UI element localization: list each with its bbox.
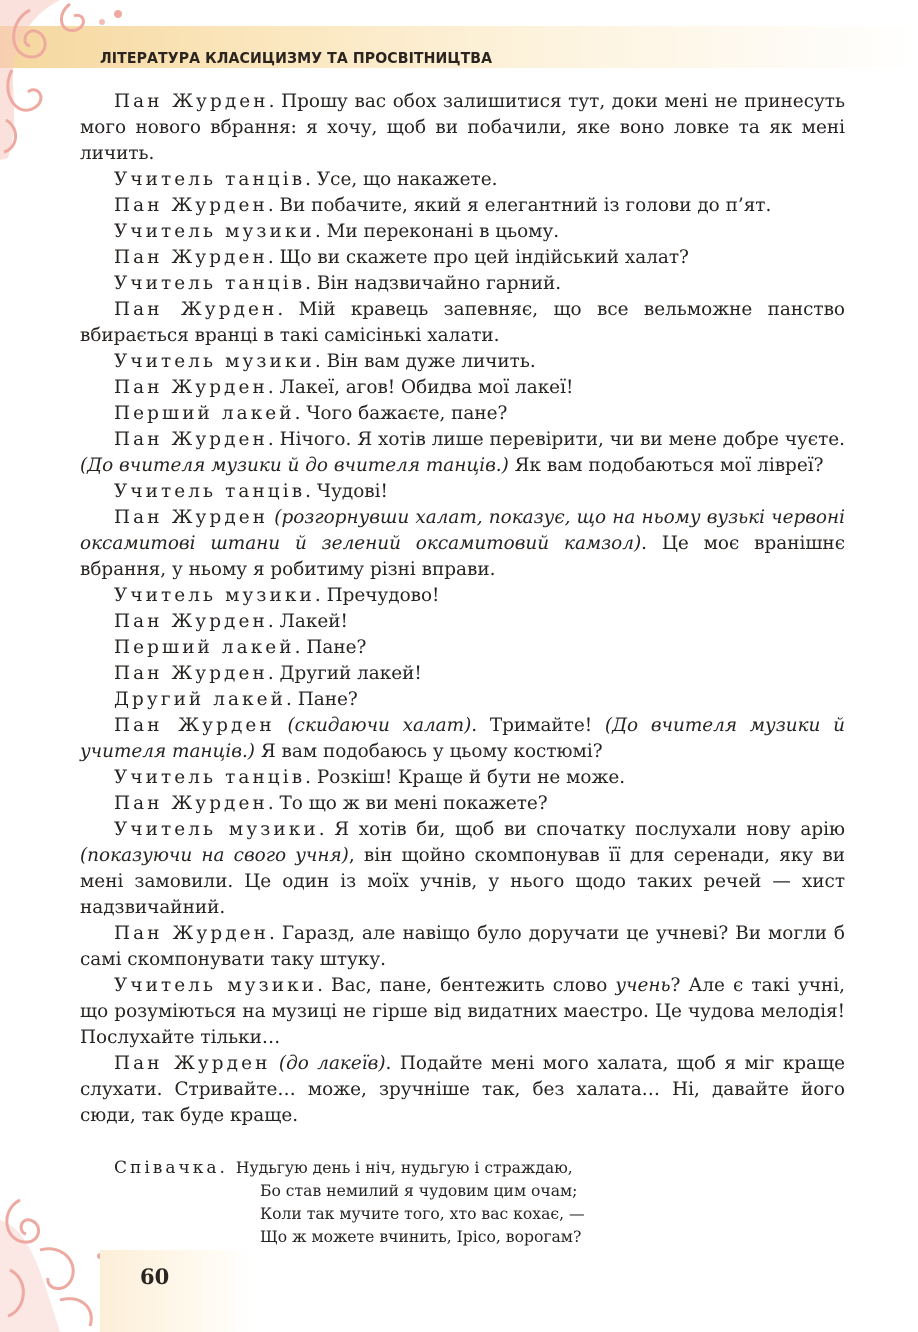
dialogue-paragraph bbox=[80, 297, 845, 349]
speaker-name: Пан Журден bbox=[114, 247, 268, 268]
speaker-name: Другий лакей bbox=[114, 689, 287, 710]
song-line: Що ж можете вчинить, Ірісо, ворогам? bbox=[260, 1228, 582, 1246]
line-text: . Другий лакей! bbox=[267, 663, 422, 684]
dialogue-paragraph bbox=[80, 193, 845, 219]
speaker-name: Пан Журден bbox=[114, 91, 269, 112]
line-text: . Ми переконані в цьому. bbox=[314, 221, 560, 242]
line-text: , він щойно скомпонував її для серенади, яку ви мені замовили. Це один із моїх учнів, у нього щодо таких речей — хист надзвичайний. bbox=[80, 845, 845, 918]
speaker-name: Пан Журден bbox=[114, 611, 268, 632]
speaker-name: Пан Журден bbox=[114, 377, 268, 398]
dialogue-paragraph bbox=[80, 1051, 845, 1129]
speaker-name: Учитель танців bbox=[114, 481, 306, 502]
line-text: . Тримайте! bbox=[471, 715, 605, 736]
speaker-name: Учитель танців bbox=[114, 169, 306, 190]
speaker-name: Учитель танців bbox=[114, 273, 306, 294]
dialogue-paragraph bbox=[80, 505, 845, 583]
page-number: 60 bbox=[140, 1264, 170, 1289]
line-text: . Гаразд, але навіщо було доручати це учневі? Ви могли б самі скомпонувати таку штуку. bbox=[80, 923, 845, 970]
dialogue-paragraph bbox=[80, 167, 845, 193]
line-text: . Пане? bbox=[286, 689, 358, 710]
stage-direction: (скидаючи халат) bbox=[274, 715, 472, 736]
song-line: Бо став немилий я чудовим цим очам; bbox=[260, 1182, 578, 1200]
line-text: . Лакей! bbox=[267, 611, 348, 632]
dialogue-text bbox=[80, 89, 845, 1129]
speaker-name: Пан Журден bbox=[114, 507, 269, 528]
dialogue-paragraph bbox=[80, 427, 845, 479]
dialogue-paragraph bbox=[80, 245, 845, 271]
line-text: . Усе, що накажете. bbox=[305, 169, 498, 190]
dialogue-paragraph bbox=[80, 219, 845, 245]
speaker-name: Перший лакей bbox=[114, 637, 295, 658]
line-text: . Пане? bbox=[294, 637, 367, 658]
dialogue-paragraph bbox=[80, 609, 845, 635]
dialogue-paragraph bbox=[80, 271, 845, 297]
speaker-name: Учитель музики bbox=[114, 221, 315, 242]
line-text: Я вам подобаюсь у цьому костюмі? bbox=[254, 741, 603, 762]
line-text: Як вам подобаються мої лівреї? bbox=[508, 455, 824, 476]
line-text: ? Але є такі учні, що розуміються на музиці не гірше від видатних маестро. Це чудова мелодія! Послухайте тільки… bbox=[80, 975, 845, 1048]
line-text: . То що ж ви мені покажете? bbox=[267, 793, 548, 814]
line-text: . Лакеї, агов! Обидва мої лакеї! bbox=[267, 377, 574, 398]
dialogue-paragraph bbox=[80, 635, 845, 661]
stage-direction: (До вчителя музики й учителя танців.) bbox=[80, 715, 845, 762]
line-text: . Розкіш! Краще й бути не може. bbox=[305, 767, 626, 788]
stage-direction: учень bbox=[615, 975, 671, 996]
line-text: . Ви побачите, який я елегантний із голови до п’ят. bbox=[267, 195, 772, 216]
dialogue-paragraph bbox=[80, 479, 845, 505]
song-block bbox=[114, 1157, 585, 1249]
song-line: Нудьгую день і ніч, нудьгую і страждаю, bbox=[235, 1159, 573, 1177]
dialogue-paragraph bbox=[80, 687, 845, 713]
speaker-name: Учитель музики bbox=[114, 975, 318, 996]
stage-direction: (розгорнувши халат, показує, що на ньому вузькі червоні оксамитові штани й зелений оксамитовий камзол) bbox=[80, 507, 845, 554]
speaker-name: Учитель музики bbox=[114, 585, 315, 606]
running-header: ЛІТЕРАТУРА КЛАСИЦИЗМУ ТА ПРОСВІТНИЦТВА bbox=[100, 49, 493, 67]
speaker-name: Пан Журден bbox=[114, 923, 269, 944]
speaker-name: Учитель музики bbox=[114, 351, 315, 372]
dialogue-paragraph bbox=[80, 817, 845, 921]
speaker-name: Пан Журден bbox=[114, 1053, 271, 1074]
speaker-name: Пан Журден bbox=[114, 429, 268, 450]
dialogue-paragraph bbox=[80, 401, 845, 427]
speaker-name: Пан Журден bbox=[114, 299, 278, 320]
line-text: . Мій кравець запевняє, що все вельможне панство вбирається вранці в такі самісінькі халати. bbox=[80, 299, 846, 346]
stage-direction: (До вчителя музики й до вчителя танців.) bbox=[80, 455, 509, 476]
stage-direction: (до лакеїв) bbox=[270, 1053, 386, 1074]
line-text: . Нічого. Я хотів лише перевірити, чи ви мене добре чуєте. bbox=[267, 429, 845, 450]
speaker-name: Перший лакей bbox=[114, 403, 295, 424]
speaker-name: Учитель танців bbox=[114, 767, 306, 788]
line-text: . Пречудово! bbox=[314, 585, 440, 606]
line-text: . Він надзвичайно гарний. bbox=[305, 273, 562, 294]
dialogue-paragraph bbox=[80, 921, 845, 973]
speaker-name: Пан Журден bbox=[114, 793, 268, 814]
speaker-name: Пан Журден bbox=[114, 715, 275, 736]
stage-direction: (показуючи на свого учня) bbox=[80, 845, 349, 866]
line-text: . Чудові! bbox=[305, 481, 388, 502]
dialogue-paragraph bbox=[80, 765, 845, 791]
song-first-line bbox=[114, 1157, 585, 1180]
footer-band bbox=[100, 1250, 250, 1332]
dialogue-paragraph bbox=[80, 375, 845, 401]
song-speaker: Співачка. bbox=[114, 1158, 228, 1178]
dialogue-paragraph bbox=[80, 89, 845, 167]
speaker-name: Пан Журден bbox=[114, 663, 268, 684]
line-text: . Вас, пане, бентежить слово bbox=[317, 975, 616, 996]
dialogue-paragraph bbox=[80, 661, 845, 687]
dialogue-paragraph bbox=[80, 583, 845, 609]
dialogue-paragraph bbox=[80, 713, 845, 765]
line-text: . Я хотів би, щоб ви спочатку послухали нову арію bbox=[318, 819, 845, 840]
line-text: . Прошу вас обох залишитися тут, доки мені не принесуть мого нового вбрання: я хочу, щоб ви побачили, яке воно ловке та як мені личить. bbox=[80, 91, 845, 164]
dialogue-paragraph bbox=[80, 349, 845, 375]
song-line: Коли так мучите того, хто вас кохає, — bbox=[260, 1205, 585, 1223]
line-text: . Це моє вранішнє вбрання, у ньому я робитиму різні вправи. bbox=[80, 533, 845, 580]
line-text: . Що ви скажете про цей індійський халат? bbox=[267, 247, 689, 268]
speaker-name: Пан Журден bbox=[114, 195, 268, 216]
dialogue-paragraph bbox=[80, 791, 845, 817]
line-text: . Подайте мені мого халата, щоб я міг краще слухати. Стривайте… може, зручніше так, без халата… Ні, давайте його сюди, так буде краще. bbox=[80, 1053, 845, 1126]
line-text: . Він вам дуже личить. bbox=[314, 351, 536, 372]
line-text: . Чого бажаєте, пане? bbox=[294, 403, 508, 424]
dialogue-paragraph bbox=[80, 973, 845, 1051]
speaker-name: Учитель музики bbox=[114, 819, 319, 840]
